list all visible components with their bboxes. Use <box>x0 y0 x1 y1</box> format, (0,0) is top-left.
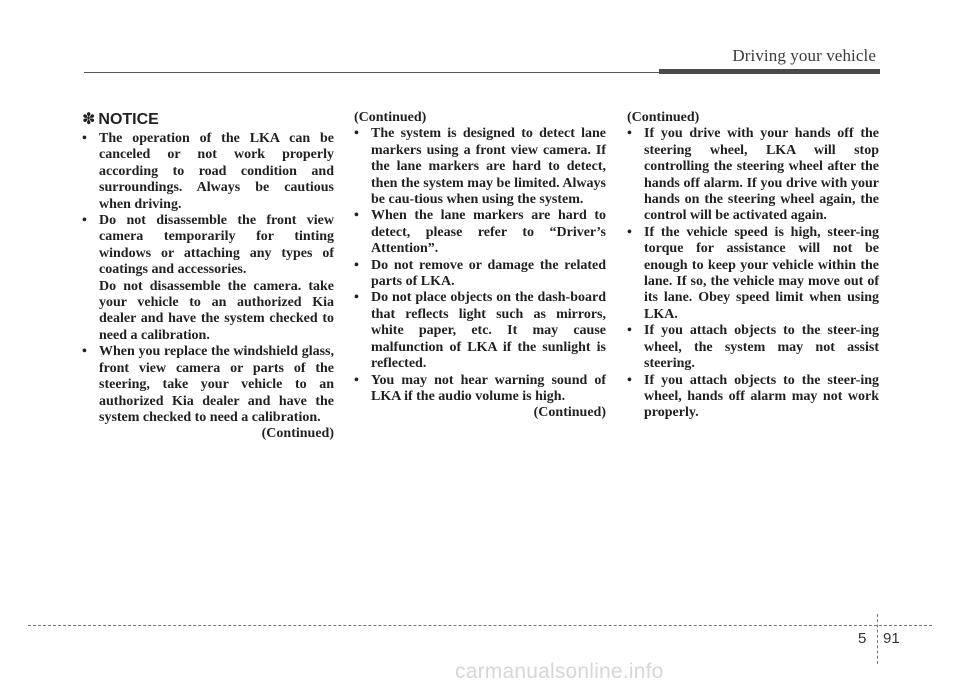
continued-label: (Continued) <box>354 110 427 125</box>
list-item: • When you replace the windshield glass, front view camera or parts of the steering, take your vehicle to an authorized Kia dealer and have the system checked to need a calibration. <box>82 344 334 425</box>
column-2 <box>354 110 606 422</box>
list-item: • The system is designed to detect lane markers using a front view camera. If the lane markers are hard to detect, then the system may be limited. Always be cau-tious when using the system. <box>354 126 606 208</box>
continued-label: (Continued) <box>627 110 700 125</box>
list-item: • When the lane markers are hard to detect, please refer to “Driver’s Attention”. <box>354 208 606 257</box>
list-item: • The operation of the LKA can be canceled or not work properly according to road condition and surroundings. Always be cautious when driving. <box>82 131 334 212</box>
chapter-number: 5 <box>858 630 867 647</box>
watermark: carmanualsonline.info <box>455 660 664 683</box>
list-item: • Do not remove or damage the related parts of LKA. <box>354 257 606 290</box>
page-number: 91 <box>883 630 900 647</box>
notice-heading <box>82 110 334 130</box>
list-item: • If you drive with your hands off the steering wheel, LKA will stop controlling the steering wheel after the hands off alarm. If you drive with your hands on the steering wheel again, the control will be activated again. <box>627 126 879 224</box>
continued-label: (Continued) <box>261 426 334 442</box>
notice-title: NOTICE <box>98 111 159 128</box>
list-item-continuation: Do not disassemble the camera. take your vehicle to an authorized Kia dealer and have the system checked to need a calibration. <box>99 278 334 343</box>
continued-label: (Continued) <box>533 405 606 421</box>
list-item: • If you attach objects to the steer-ing wheel, the system may not assist steering. <box>627 323 879 372</box>
list-item: • Do not place objects on the dash-board that reflects light such as mirrors, white paper, etc. It may cause malfunction of LKA if the sunlight is reflected. <box>354 290 606 372</box>
asterisk-icon: ✽ <box>82 111 96 128</box>
list-item: • If the vehicle speed is high, steer-ing torque for assistance will not be enough to keep your vehicle within the lane. If so, the vehicle may move out of its lane. Obey speed limit when using LKA. <box>627 224 879 322</box>
header-accent-bar <box>659 69 880 74</box>
footer-divider <box>28 625 932 626</box>
column-1 <box>82 110 334 443</box>
list-item: • You may not hear warning sound of LKA if the audio volume is high. <box>354 372 606 404</box>
list-item: • Do not disassemble the front view camera temporarily for tinting windows or attaching any types of coatings and accessories. <box>82 213 334 278</box>
list-item: • If you attach objects to the steer-ing wheel, hands off alarm may not work properly. <box>627 372 879 421</box>
page-number-divider <box>877 614 878 664</box>
section-title: Driving your vehicle <box>732 46 876 65</box>
column-3 <box>627 110 879 422</box>
